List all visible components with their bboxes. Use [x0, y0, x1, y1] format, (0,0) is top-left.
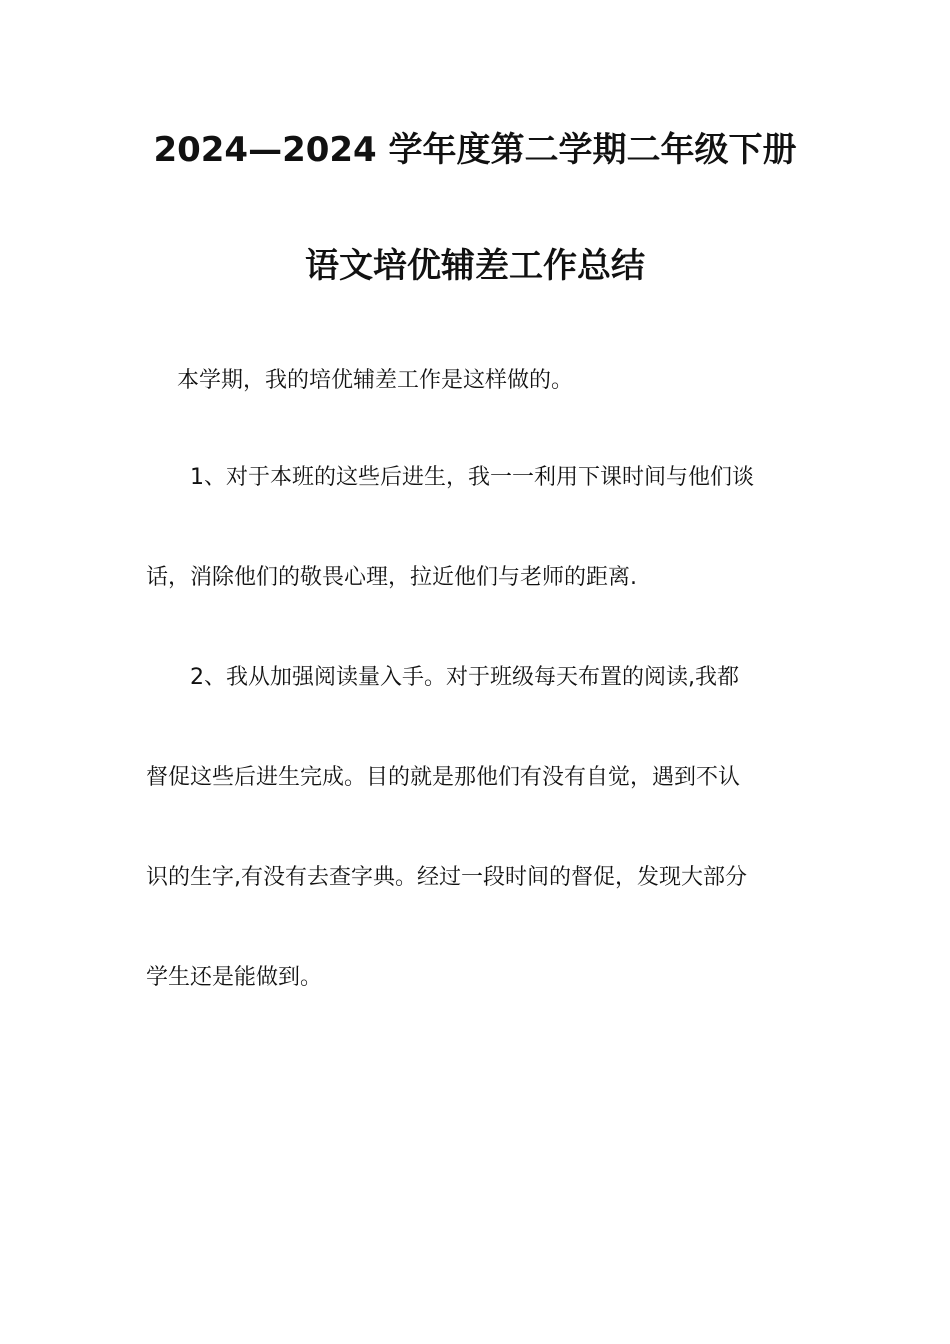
item-2-line-3: 识的生字,有没有去查字典。经过一段时间的督促，发现大部分 — [146, 865, 747, 890]
item-2-line-4: 学生还是能做到。 — [146, 965, 323, 990]
document-title-line-1: 2024—2024 学年度第二学期二年级下册 — [153, 130, 797, 170]
document-title-line-2: 语文培优辅差工作总结 — [305, 246, 645, 286]
item-2-line-1: 2、我从加强阅读量入手。对于班级每天布置的阅读,我都 — [190, 665, 739, 690]
item-2-line-2: 督促这些后进生完成。目的就是那他们有没有自觉，遇到不认 — [146, 765, 741, 790]
intro-paragraph: 本学期，我的培优辅差工作是这样做的。 — [177, 368, 574, 393]
item-1-line-2: 话，消除他们的敬畏心理，拉近他们与老师的距离. — [146, 565, 637, 590]
item-1-line-1: 1、对于本班的这些后进生，我一一利用下课时间与他们谈 — [190, 465, 754, 490]
